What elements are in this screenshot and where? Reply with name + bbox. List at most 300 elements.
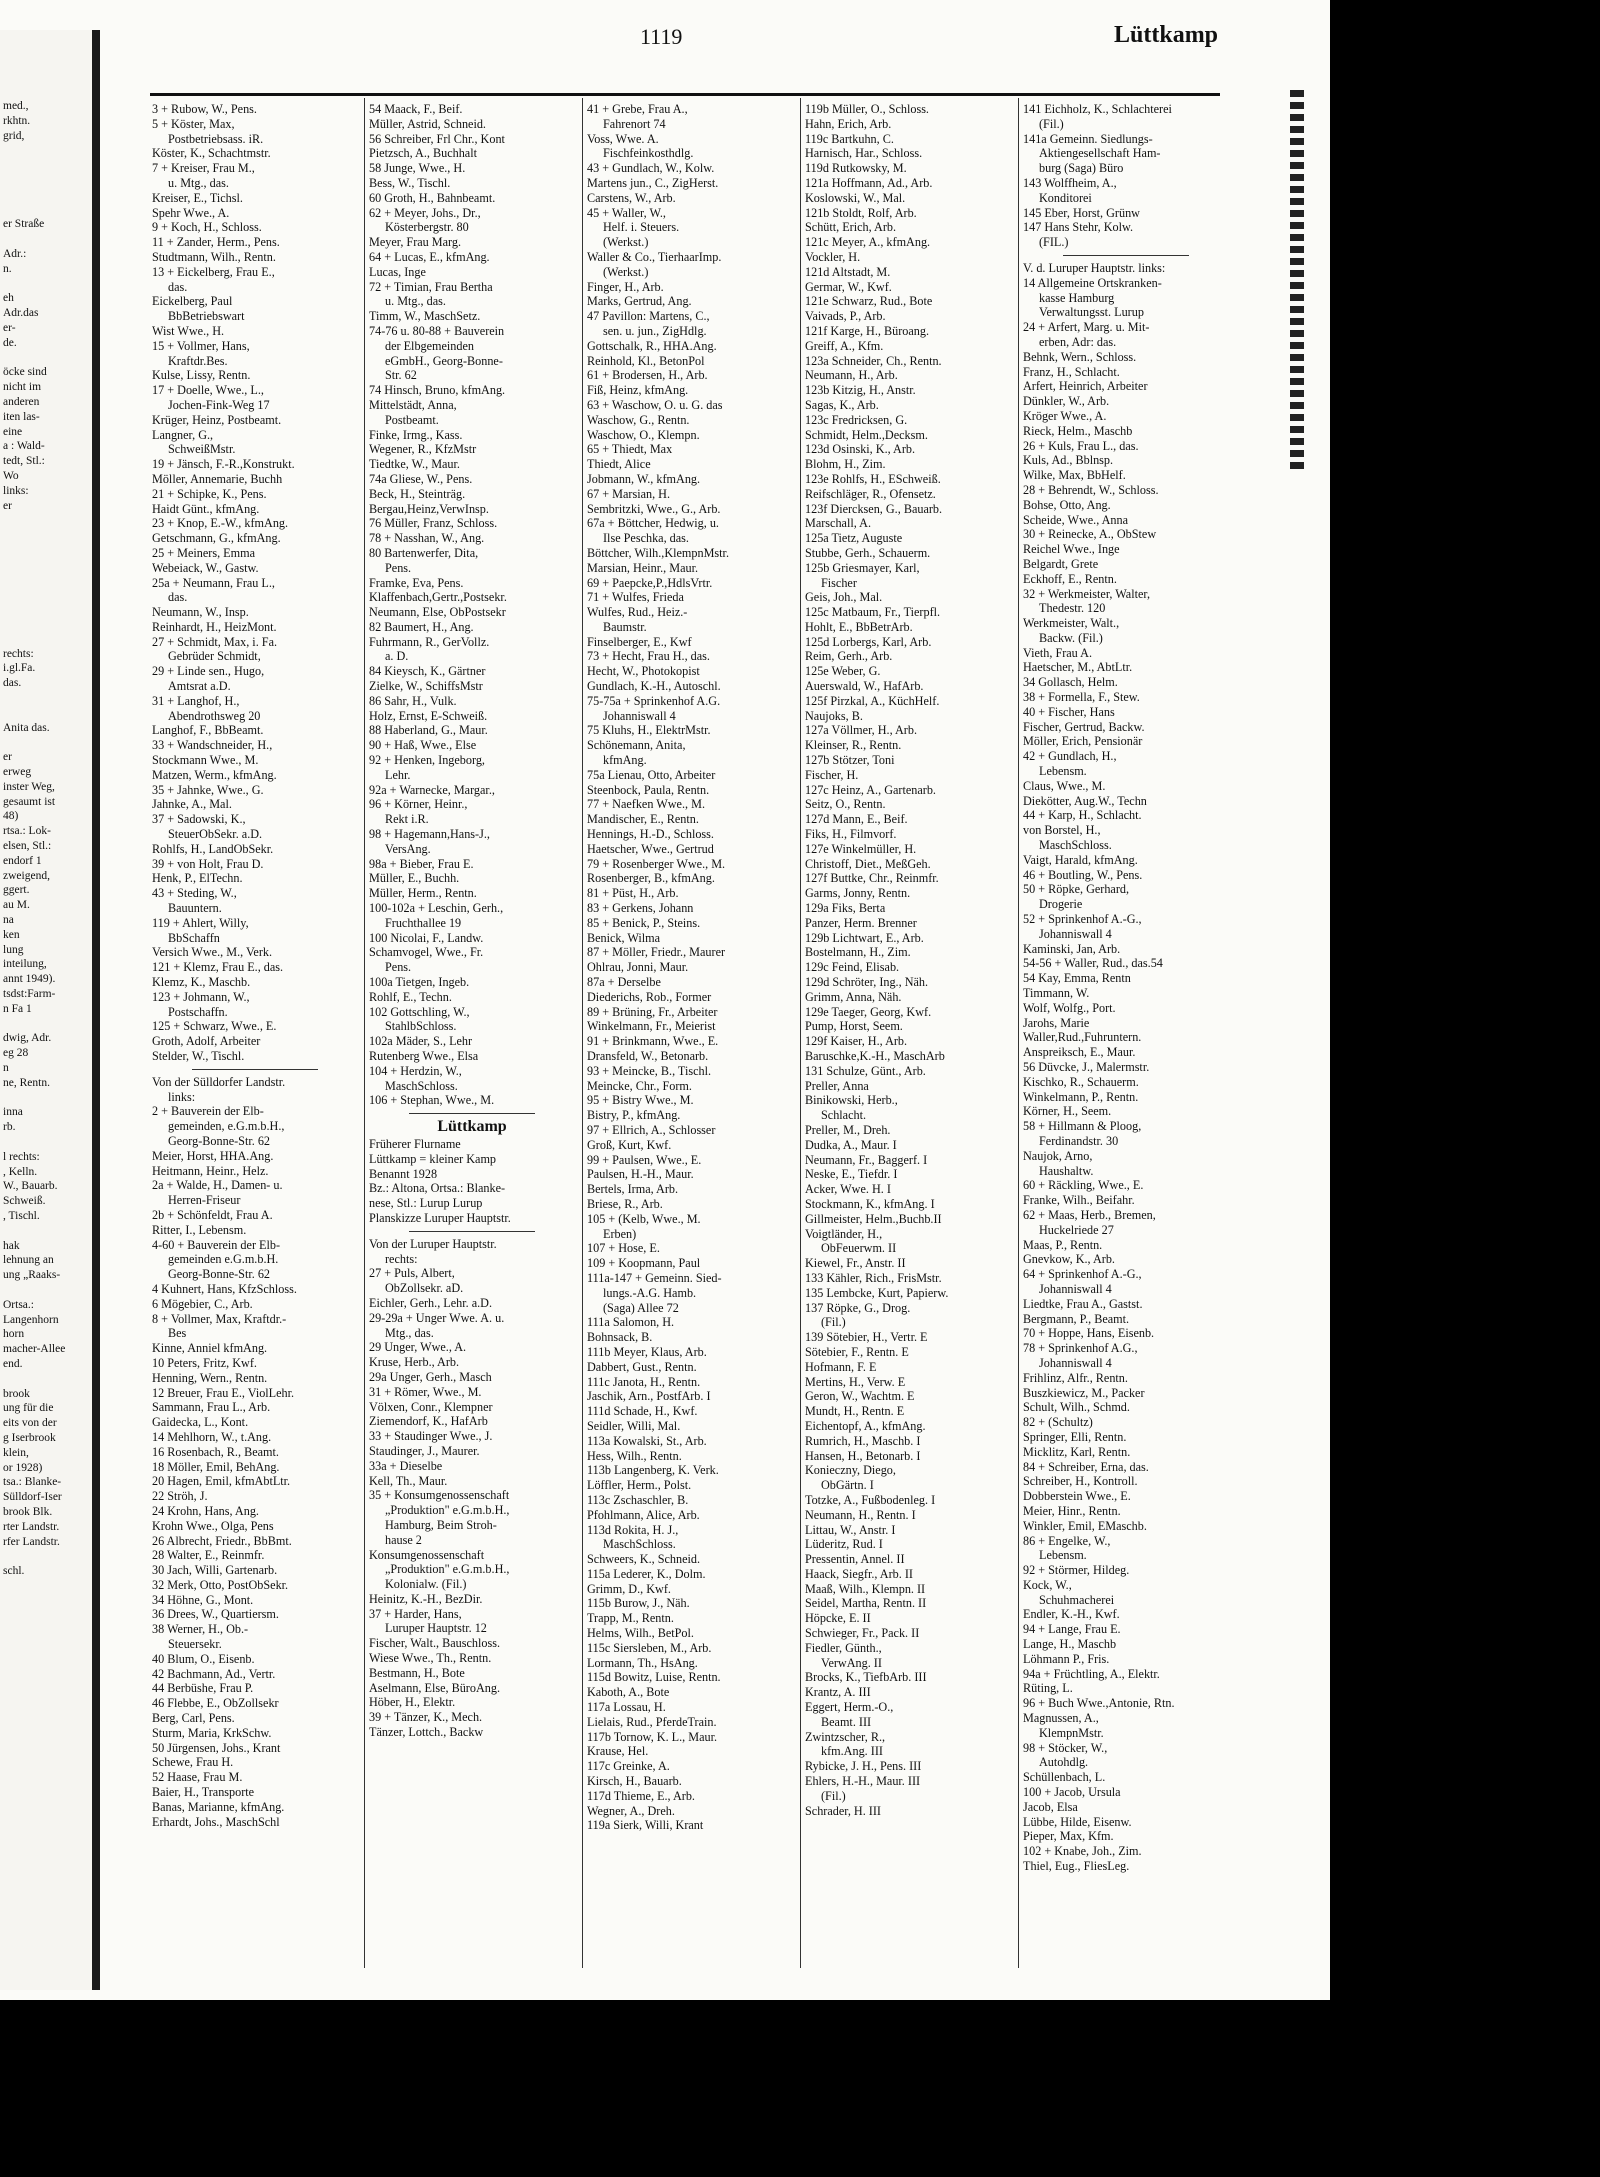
- directory-entry: Blohm, H., Zim.: [805, 457, 886, 472]
- facing-page-fragment: brook Blk.: [3, 1506, 53, 1518]
- directory-entry: 64 + Lucas, E., kfmAng.: [369, 249, 490, 264]
- directory-entry: Studtmann, Wilh., Rentn.: [152, 249, 276, 264]
- facing-page-fragment: i.gl.Fa.: [3, 662, 36, 675]
- directory-entry: 143 Wolffheim, A.,: [1023, 175, 1117, 190]
- directory-entry: Sötebier, F., Rentn. E: [805, 1344, 909, 1359]
- directory-entry: 32 Merk, Otto, PostObSekr.: [152, 1577, 289, 1592]
- directory-entry: 125e Weber, G.: [805, 664, 881, 679]
- facing-page-fragment: endorf 1: [3, 854, 42, 867]
- directory-entry: Lielais, Rud., PferdeTrain.: [587, 1714, 717, 1729]
- directory-entry: Zwintzscher, R.,: [805, 1729, 886, 1744]
- facing-page-fragment: eh: [3, 292, 14, 305]
- directory-entry: 25a + Neumann, Frau L.,: [152, 575, 275, 590]
- directory-entry: 82 + (Schultz): [1023, 1415, 1093, 1430]
- directory-entry: Johanniswall 4: [1039, 1281, 1112, 1296]
- directory-entry: 131 Schulze, Günt., Arb.: [805, 1063, 926, 1078]
- directory-entry: 30 Jach, Willi, Gartenarb.: [152, 1563, 278, 1578]
- directory-entry: 2 + Bauverein der Elb-: [152, 1104, 264, 1119]
- directory-entry: „Produktion" e.G.m.b.H.,: [385, 1503, 510, 1518]
- directory-entry: Rybicke, J. H., Pens. III: [805, 1759, 922, 1774]
- column-divider: [582, 98, 583, 1968]
- directory-entry: Bergau,Heinz,VerwInsp.: [369, 501, 489, 516]
- directory-entry: Mandischer, E., Rentn.: [587, 812, 699, 827]
- directory-entry: Reinhardt, H., HeizMont.: [152, 619, 277, 634]
- facing-page-fragment: öcke sind: [3, 366, 47, 379]
- directory-entry: Möller, Annemarie, Buchh: [152, 471, 283, 486]
- directory-entry: 141 Eichholz, K., Schlachterei: [1023, 102, 1172, 116]
- directory-entry: Wilke, Max, BbHelf.: [1023, 468, 1126, 483]
- facing-page-fragment: lung: [3, 943, 24, 956]
- directory-entry: 35 + Konsumgenossenschaft: [369, 1488, 510, 1503]
- directory-entry: 102 + Knabe, Joh., Zim.: [1023, 1844, 1142, 1859]
- facing-page-fragment: tedt, Stl.:: [3, 455, 45, 468]
- directory-entry: Höber, H., Elektr.: [369, 1695, 456, 1710]
- directory-entry: Dabbert, Gust., Rentn.: [587, 1359, 697, 1374]
- directory-entry: Pressentin, Annel. II: [805, 1552, 905, 1567]
- directory-entry: Benannt 1928: [369, 1166, 438, 1181]
- directory-entry: 31 + Langhof, H.,: [152, 693, 240, 708]
- section-rule: [1063, 255, 1189, 256]
- directory-entry: Fuhrmann, R., GerVollz.: [369, 634, 490, 649]
- directory-entry: Timmann, W.: [1023, 986, 1090, 1001]
- directory-entry: Kischko, R., Schauerm.: [1023, 1074, 1139, 1089]
- directory-entry: Backw. (Fil.): [1039, 630, 1103, 645]
- directory-entry: Georg-Bonne-Str. 62: [168, 1133, 271, 1148]
- directory-entry: 92a + Warnecke, Margar.,: [369, 782, 495, 797]
- directory-entry: 24 Krohn, Hans, Ang.: [152, 1503, 259, 1518]
- facing-page-fragment: n Fa 1: [3, 1002, 32, 1015]
- directory-entry: Rekt i.R.: [385, 812, 429, 827]
- directory-entry: 92 + Störmer, Hildeg.: [1023, 1563, 1130, 1578]
- directory-entry: Fiedler, Günth.,: [805, 1640, 882, 1655]
- page-number: 1119: [640, 24, 683, 49]
- facing-page-fragment: g Iserbrook: [3, 1432, 56, 1444]
- directory-entry: von Borstel, H.,: [1023, 823, 1101, 838]
- directory-entry: 34 Gollasch, Helm.: [1023, 675, 1118, 690]
- directory-entry: Schult, Wilh., Schmd.: [1023, 1400, 1130, 1415]
- directory-entry: Benick, Wilma: [587, 930, 661, 945]
- directory-entry: (Fil.): [1039, 116, 1064, 131]
- facing-page-fragment: ung „Raaks-: [3, 1269, 61, 1282]
- directory-entry: Wist Wwe., H.: [152, 323, 225, 338]
- column-5: [1023, 102, 1229, 1874]
- directory-entry: 93 + Meincke, B., Tischl.: [587, 1063, 712, 1078]
- directory-entry: Pieper, Max, Kfm.: [1023, 1829, 1114, 1844]
- directory-entry: Konditorei: [1039, 190, 1092, 205]
- directory-entry: 127a Völlmer, H., Arb.: [805, 723, 918, 738]
- directory-entry: 113a Kowalski, St., Arb.: [587, 1433, 707, 1448]
- directory-entry: Geis, Joh., Mal.: [805, 590, 883, 605]
- directory-entry: SteuerObSekr. a.D.: [168, 827, 263, 842]
- directory-entry: 121 + Klemz, Frau E., das.: [152, 960, 284, 975]
- facing-page-fragment: Adr.:: [3, 248, 27, 260]
- directory-entry: Hahn, Erich, Arb.: [805, 116, 892, 131]
- directory-entry: Groth, Adolf, Arbeiter: [152, 1034, 261, 1049]
- directory-entry: 60 + Räckling, Wwe., E.: [1023, 1178, 1144, 1193]
- directory-entry: 100 + Jacob, Ursula: [1023, 1785, 1121, 1800]
- directory-entry: Grimm, Anna, Näh.: [805, 989, 902, 1004]
- street-heading: Lüttkamp: [437, 1120, 507, 1135]
- directory-entry: Belgardt, Grete: [1023, 556, 1099, 571]
- directory-entry: Reim, Gerh., Arb.: [805, 649, 893, 664]
- directory-entry: 111a-147 + Gemeinn. Sied-: [587, 1270, 722, 1285]
- directory-entry: 115a Lederer, K., Dolm.: [587, 1566, 706, 1581]
- directory-entry: Schrader, H. III: [805, 1803, 881, 1818]
- directory-entry: 54 Maack, F., Beif.: [369, 102, 463, 116]
- directory-entry: Fahrenort 74: [603, 116, 666, 131]
- directory-entry: 8 + Vollmer, Max, Kraftdr.-: [152, 1311, 287, 1326]
- directory-entry: 54-56 + Waller, Rud., das.54: [1023, 956, 1163, 971]
- directory-entry: rechts:: [385, 1251, 418, 1266]
- directory-entry: Carstens, W., Arb.: [587, 190, 676, 205]
- directory-entry: 29 Unger, Wwe., A.: [369, 1340, 467, 1355]
- directory-entry: Schüllenbach, L.: [1023, 1770, 1106, 1785]
- directory-entry: Dobberstein Wwe., E.: [1023, 1489, 1131, 1504]
- directory-entry: 4-60 + Bauverein der Elb-: [152, 1237, 281, 1252]
- directory-entry: Gillmeister, Helm.,Buchb.II: [805, 1211, 942, 1226]
- directory-entry: Binikowski, Herb.,: [805, 1093, 898, 1108]
- directory-entry: 22 Ströh, J.: [152, 1489, 208, 1504]
- facing-page-fragment: au M.: [3, 899, 30, 912]
- directory-entry: 115b Burow, J., Näh.: [587, 1596, 690, 1611]
- directory-entry: Bistry, P., kfmAng.: [587, 1108, 681, 1123]
- directory-entry: Seidler, Willi, Mal.: [587, 1418, 681, 1433]
- facing-page-fragment: dwig, Adr.: [3, 1032, 52, 1045]
- directory-entry: Brocks, K., TiefbArb. III: [805, 1670, 927, 1685]
- directory-entry: Versich Wwe., M., Verk.: [152, 945, 273, 960]
- directory-entry: Schwieger, Fr., Pack. II: [805, 1626, 920, 1641]
- directory-entry: eGmbH., Georg-Bonne-: [385, 353, 503, 368]
- directory-entry: V. d. Luruper Hauptstr. links:: [1023, 260, 1166, 275]
- directory-entry: Trapp, M., Rentn.: [587, 1611, 674, 1626]
- directory-entry: VerwAng. II: [821, 1655, 882, 1670]
- directory-entry: Kulse, Lissy, Rentn.: [152, 368, 251, 383]
- directory-entry: Dudka, A., Maur. I: [805, 1137, 897, 1152]
- facing-page-fragment: de.: [3, 336, 17, 349]
- directory-entry: Fischer, Walt., Bauschloss.: [369, 1636, 501, 1651]
- directory-entry: Ritter, I., Lebensm.: [152, 1222, 247, 1237]
- directory-entry: Kock, W.,: [1023, 1577, 1072, 1592]
- directory-entry: Buszkiewicz, M., Packer: [1023, 1385, 1145, 1400]
- facing-page-fragment: ne, Rentn.: [3, 1076, 50, 1089]
- directory-entry: Böttcher, Wilh.,KlempnMstr.: [587, 545, 729, 560]
- directory-entry: nese, Stl.: Lurup Lurup: [369, 1196, 483, 1211]
- directory-entry: 38 + Formella, F., Stew.: [1023, 690, 1140, 705]
- directory-entry: 63 + Waschow, O. u. G. das: [587, 397, 723, 412]
- directory-entry: 111c Janota, H., Rentn.: [587, 1374, 701, 1389]
- directory-entry: gemeinden, e.G.m.b.H.,: [168, 1119, 285, 1134]
- directory-entry: Kleinser, R., Rentn.: [805, 738, 902, 753]
- directory-entry: Jaschik, Arn., PostfArb. I: [587, 1389, 711, 1404]
- directory-entry: Heitmann, Heinr., Helz.: [152, 1163, 269, 1178]
- directory-entry: MaschSchloss.: [1039, 838, 1112, 853]
- directory-entry: Mundt, H., Rentn. E: [805, 1404, 905, 1419]
- directory-entry: Mittelstädt, Anna,: [369, 397, 457, 412]
- directory-entry: Kaminski, Jan, Arb.: [1023, 941, 1121, 956]
- column-4: [805, 102, 1011, 1818]
- directory-entry: 98a + Bieber, Frau E.: [369, 856, 474, 871]
- directory-entry: Staudinger, J., Maurer.: [369, 1443, 480, 1458]
- facing-page-fragment: links:: [3, 484, 29, 497]
- directory-entry: Str. 62: [385, 368, 417, 383]
- directory-entry: Krüger, Heinz, Postbeamt.: [152, 412, 282, 427]
- directory-entry: Panzer, Herm. Brenner: [805, 915, 917, 930]
- directory-entry: Krohn Wwe., Olga, Pens: [152, 1518, 274, 1533]
- facing-page-fragment: inna: [3, 1106, 23, 1119]
- directory-entry: Maaß, Wilh., Klempn. II: [805, 1581, 926, 1596]
- directory-entry: Baruschke,K.-H., MaschArb: [805, 1049, 945, 1063]
- directory-entry: Lüderitz, Rud. I: [805, 1537, 883, 1552]
- facing-page-fragment: ggert.: [3, 884, 30, 897]
- directory-entry: 96 + Buch Wwe.,Antonie, Rtn.: [1023, 1696, 1175, 1711]
- directory-entry: Garms, Jonny, Rentn.: [805, 886, 911, 901]
- directory-entry: 123a Schneider, Ch., Rentn.: [805, 353, 942, 368]
- directory-entry: Löffler, Herm., Polst.: [587, 1478, 692, 1493]
- directory-entry: Anspreiksch, E., Maur.: [1023, 1045, 1136, 1060]
- directory-entry: 121d Altstadt, M.: [805, 264, 891, 279]
- directory-entry: 40 Blum, O., Eisenb.: [152, 1651, 255, 1666]
- directory-entry: gemeinden e.G.m.b.H.: [168, 1252, 279, 1267]
- directory-entry: Berg, Carl, Pens.: [152, 1711, 235, 1726]
- directory-entry: 38 Werner, H., Ob.-: [152, 1622, 249, 1637]
- directory-entry: 19 + Jänsch, F.-R.,Konstrukt.: [152, 457, 295, 472]
- directory-entry: Gottschalk, R., HHA.Ang.: [587, 338, 717, 353]
- directory-entry: Briese, R., Arb.: [587, 1196, 663, 1211]
- directory-entry: Preller, Anna: [805, 1078, 869, 1093]
- directory-entry: Tänzer, Lottch., Backw: [369, 1725, 484, 1740]
- directory-entry: Littau, W., Anstr. I: [805, 1522, 896, 1537]
- facing-page-fragment: end.: [3, 1358, 23, 1370]
- directory-entry: Pump, Horst, Seem.: [805, 1019, 903, 1034]
- directory-entry: Wolf, Wolfg., Port.: [1023, 1000, 1116, 1015]
- directory-entry: 18 Möller, Emil, BehAng.: [152, 1459, 280, 1474]
- directory-entry: 125c Matbaum, Fr., Tierpfl.: [805, 605, 941, 620]
- directory-entry: 28 + Behrendt, W., Schloss.: [1023, 482, 1159, 497]
- directory-entry: Konieczny, Diego,: [805, 1463, 896, 1478]
- facing-page-fragment: macher-Allee: [3, 1343, 66, 1356]
- facing-page-fragment: Wo: [3, 470, 19, 482]
- directory-entry: 127e Winkelmüller, H.: [805, 841, 917, 856]
- directory-entry: 98 + Hagemann,Hans-J.,: [369, 827, 490, 842]
- directory-entry: Fischfeinkosthdlg.: [603, 146, 694, 161]
- directory-entry: Neumann, H., Arb.: [805, 368, 898, 383]
- directory-entry: BbBetriebswart: [168, 309, 245, 324]
- directory-entry: Jahnke, A., Mal.: [152, 797, 232, 812]
- directory-entry: erben, Adr: das.: [1039, 334, 1117, 349]
- facing-page-fragment: Ortsa.:: [3, 1298, 34, 1311]
- directory-entry: kasse Hamburg: [1039, 290, 1115, 305]
- directory-entry: 3 + Rubow, W., Pens.: [152, 102, 257, 116]
- directory-entry: Vockler, H.: [805, 249, 861, 264]
- directory-entry: Körner, H., Seem.: [1023, 1104, 1112, 1119]
- directory-entry: Micklitz, Karl, Rentn.: [1023, 1444, 1131, 1459]
- directory-entry: Haetscher, Wwe., Gertrud: [587, 841, 714, 856]
- directory-entry: 62 + Meyer, Johs., Dr.,: [369, 205, 481, 220]
- directory-entry: Winkler, Emil, EMaschb.: [1023, 1518, 1147, 1533]
- directory-entry: „Produktion" e.G.m.b.H.,: [385, 1562, 510, 1577]
- directory-entry: Meier, Hinr., Rentn.: [1023, 1503, 1121, 1518]
- directory-entry: Schreiber, H., Kontroll.: [1023, 1474, 1138, 1489]
- directory-entry: Winkelmann, Fr., Meierist: [587, 1019, 716, 1034]
- directory-entry: 15 + Vollmer, Hans,: [152, 338, 250, 353]
- directory-entry: Jacob, Elsa: [1023, 1799, 1078, 1814]
- directory-entry: 90 + Haß, Wwe., Else: [369, 738, 477, 753]
- facing-page-fragment: horn: [3, 1328, 25, 1341]
- directory-entry: Reichel Wwe., Inge: [1023, 542, 1120, 557]
- directory-entry: Naujoks, B.: [805, 708, 863, 723]
- directory-entry: 14 Allgemeine Ortskranken-: [1023, 275, 1162, 290]
- directory-entry: 115d Bowitz, Luise, Rentn.: [587, 1670, 721, 1685]
- directory-entry: Beamt. III: [821, 1714, 872, 1729]
- directory-entry: Neumann, Fr., Baggerf. I: [805, 1152, 928, 1167]
- directory-entry: Lange, H., Maschb: [1023, 1637, 1117, 1652]
- directory-entry: 97 + Ellrich, A., Schlosser: [587, 1122, 716, 1137]
- directory-entry: 121f Karge, H., Büroang.: [805, 323, 929, 338]
- directory-entry: Pietzsch, A., Buchhalt: [369, 146, 477, 161]
- directory-entry: kfm.Ang. III: [821, 1744, 883, 1759]
- directory-entry: Seitz, O., Rentn.: [805, 797, 886, 812]
- directory-entry: 85 + Benick, P., Steins.: [587, 915, 701, 930]
- directory-entry: 34 Höhne, G., Mont.: [152, 1592, 254, 1607]
- directory-entry: Waschow, G., Rentn.: [587, 412, 690, 427]
- directory-entry: Waschow, O., Klempn.: [587, 427, 700, 442]
- directory-entry: Magnussen, A.,: [1023, 1711, 1099, 1726]
- directory-entry: Rohlfs, H., LandObSekr.: [152, 841, 274, 856]
- directory-entry: 100-102a + Leschin, Gerh.,: [369, 901, 504, 916]
- facing-page-fragment: , Kelln.: [3, 1165, 38, 1178]
- directory-entry: 141a Gemeinn. Siedlungs-: [1023, 131, 1153, 146]
- directory-entry: 14 Mehlhorn, W., t.Ang.: [152, 1429, 272, 1444]
- directory-entry: 135 Lembcke, Kurt, Papierw.: [805, 1285, 949, 1300]
- directory-entry: 5 + Köster, Max,: [152, 116, 235, 131]
- directory-entry: 95 + Bistry Wwe., M.: [587, 1093, 694, 1108]
- directory-entry: Thiedt, Alice: [587, 457, 651, 472]
- directory-entry: Kirsch, H., Bauarb.: [587, 1774, 682, 1789]
- directory-entry: Konsumgenossenschaft: [369, 1547, 485, 1562]
- directory-entry: 33 + Wandschneider, H.,: [152, 738, 273, 753]
- directory-entry: Verwaltungsst. Lurup: [1039, 305, 1144, 320]
- directory-entry: 98 + Stöcker, W.,: [1023, 1740, 1108, 1755]
- directory-entry: 26 + Kuls, Frau L., das.: [1023, 438, 1139, 453]
- directory-entry: Früherer Flurname: [369, 1136, 461, 1151]
- directory-entry: 4 Kuhnert, Hans, KfzSchloss.: [152, 1281, 297, 1296]
- directory-entry: 117a Lossau, H.: [587, 1700, 666, 1715]
- directory-entry: Aselmann, Else, BüroAng.: [369, 1680, 500, 1695]
- directory-entry: 125 + Schwarz, Wwe., E.: [152, 1019, 277, 1034]
- directory-entry: Eickelberg, Paul: [152, 294, 233, 309]
- facing-page-fragment: or 1928): [3, 1461, 43, 1474]
- directory-entry: ObFeuerwm. II: [821, 1241, 897, 1256]
- directory-entry: 129a Fiks, Berta: [805, 901, 886, 916]
- directory-entry: Kruse, Herb., Arb.: [369, 1355, 460, 1370]
- facing-page-fragment: ung für die: [3, 1402, 54, 1415]
- directory-entry: Beck, H., Steinträg.: [369, 486, 466, 501]
- directory-entry: 92 + Henken, Ingeborg,: [369, 753, 485, 768]
- binding-edge-marks: [1290, 90, 1304, 470]
- directory-entry: Stockmann, K., kfmAng. I: [805, 1196, 935, 1211]
- directory-entry: Fischer: [821, 575, 857, 590]
- directory-entry: 129e Taeger, Georg, Kwf.: [805, 1004, 932, 1019]
- directory-entry: Frihlinz, Alfr., Rentn.: [1023, 1370, 1128, 1385]
- directory-entry: a. D.: [385, 649, 409, 664]
- directory-entry: 37 + Harder, Hans,: [369, 1606, 462, 1621]
- directory-entry: Von der Sülldorfer Landstr.: [152, 1074, 286, 1089]
- directory-entry: 80 Bartenwerfer, Dita,: [369, 545, 479, 560]
- directory-entry: Waller & Co., TierhaarImp.: [587, 249, 722, 264]
- directory-entry: Diekötter, Aug.W., Techn: [1023, 793, 1147, 808]
- directory-entry: Finke, Irmg., Kass.: [369, 427, 463, 442]
- directory-entry: Bostelmann, H., Zim.: [805, 945, 911, 960]
- directory-entry: der Elbgemeinden: [385, 338, 475, 353]
- directory-entry: 119c Bartkuhn, C.: [805, 131, 894, 146]
- facing-page-fragment: rter Landstr.: [3, 1520, 60, 1533]
- directory-entry: 94 + Lange, Frau E.: [1023, 1622, 1121, 1637]
- directory-entry: Schuhmacherei: [1039, 1592, 1115, 1607]
- directory-entry: Scheide, Wwe., Anna: [1023, 512, 1129, 527]
- facing-page-fragment: nicht im: [3, 381, 42, 394]
- directory-entry: 46 + Boutling, W., Pens.: [1023, 867, 1143, 882]
- directory-entry: Reinhold, Kl., BetonPol: [587, 353, 705, 368]
- directory-entry: 46 Flebbe, E., ObZollsekr: [152, 1696, 279, 1711]
- facing-page-fragment: 48): [3, 810, 19, 823]
- directory-entry: 96 + Körner, Heinr.,: [369, 797, 468, 812]
- facing-page-fragment: n: [3, 1062, 9, 1074]
- facing-page-fragment: ken: [3, 928, 20, 941]
- directory-entry: 72 + Timian, Frau Bertha: [369, 279, 493, 294]
- directory-entry: Fiks, H., Filmvorf.: [805, 827, 897, 842]
- directory-entry: Heinitz, K.-H., BezDir.: [369, 1591, 483, 1606]
- directory-entry: Sagas, K., Arb.: [805, 397, 879, 412]
- directory-entry: Schamvogel, Wwe., Fr.: [369, 945, 484, 960]
- directory-entry: 127d Mann, E., Beif.: [805, 812, 908, 827]
- directory-entry: 123d Osinski, K., Arb.: [805, 442, 916, 457]
- directory-entry: Paulsen, H.-H., Maur.: [587, 1167, 694, 1182]
- directory-entry: 119b Müller, O., Schloss.: [805, 102, 929, 116]
- directory-entry: sen. u. jun., ZigHdlg.: [603, 323, 707, 338]
- directory-entry: Krantz, A. III: [805, 1685, 871, 1700]
- facing-page-fragment: l rechts:: [3, 1150, 40, 1163]
- directory-entry: 35 + Jahnke, Wwe., G.: [152, 782, 264, 797]
- directory-entry: 52 Haase, Frau M.: [152, 1770, 243, 1785]
- directory-entry: Thedestr. 120: [1039, 601, 1106, 616]
- directory-entry: links:: [168, 1089, 196, 1104]
- directory-entry: Holz, Ernst, E-Schweiß.: [369, 708, 488, 723]
- directory-entry: Waller,Rud.,Fuhruntern.: [1023, 1030, 1142, 1045]
- directory-entry: 41 + Grebe, Frau A.,: [587, 102, 688, 116]
- directory-entry: Lüttkamp = kleiner Kamp: [369, 1151, 497, 1166]
- directory-entry: Grimm, D., Kwf.: [587, 1581, 671, 1596]
- column-divider: [1018, 98, 1019, 1968]
- column-2: [369, 102, 575, 1740]
- directory-entry: Franke, Wilh., Beifahr.: [1023, 1193, 1135, 1208]
- directory-entry: Abendrothsweg 20: [168, 708, 261, 723]
- directory-entry: Hennings, H.-D., Schloss.: [587, 827, 714, 842]
- directory-entry: Lebensm.: [1039, 1548, 1087, 1563]
- directory-entry: Löhmann P., Fris.: [1023, 1651, 1110, 1666]
- directory-entry: Lucas, Inge: [369, 264, 426, 279]
- facing-page-fragment: tsdst:Farm-: [3, 988, 56, 1000]
- directory-entry: 87a + Derselbe: [587, 975, 661, 990]
- directory-entry: 69 + Paepcke,P.,HdlsVrtr.: [587, 575, 713, 590]
- directory-entry: Marsian, Heinr., Maur.: [587, 560, 699, 575]
- directory-entry: 100a Tietgen, Ingeb.: [369, 975, 470, 990]
- directory-entry: 11 + Zander, Herm., Pens.: [152, 235, 280, 250]
- directory-entry: 127c Heinz, A., Gartenarb.: [805, 782, 936, 797]
- facing-page-fragment: hak: [3, 1239, 20, 1252]
- directory-entry: Spehr Wwe., A.: [152, 205, 230, 220]
- directory-entry: Gundlach, K.-H., Autoschl.: [587, 679, 721, 694]
- facing-page-fragment: Anita das.: [3, 721, 50, 734]
